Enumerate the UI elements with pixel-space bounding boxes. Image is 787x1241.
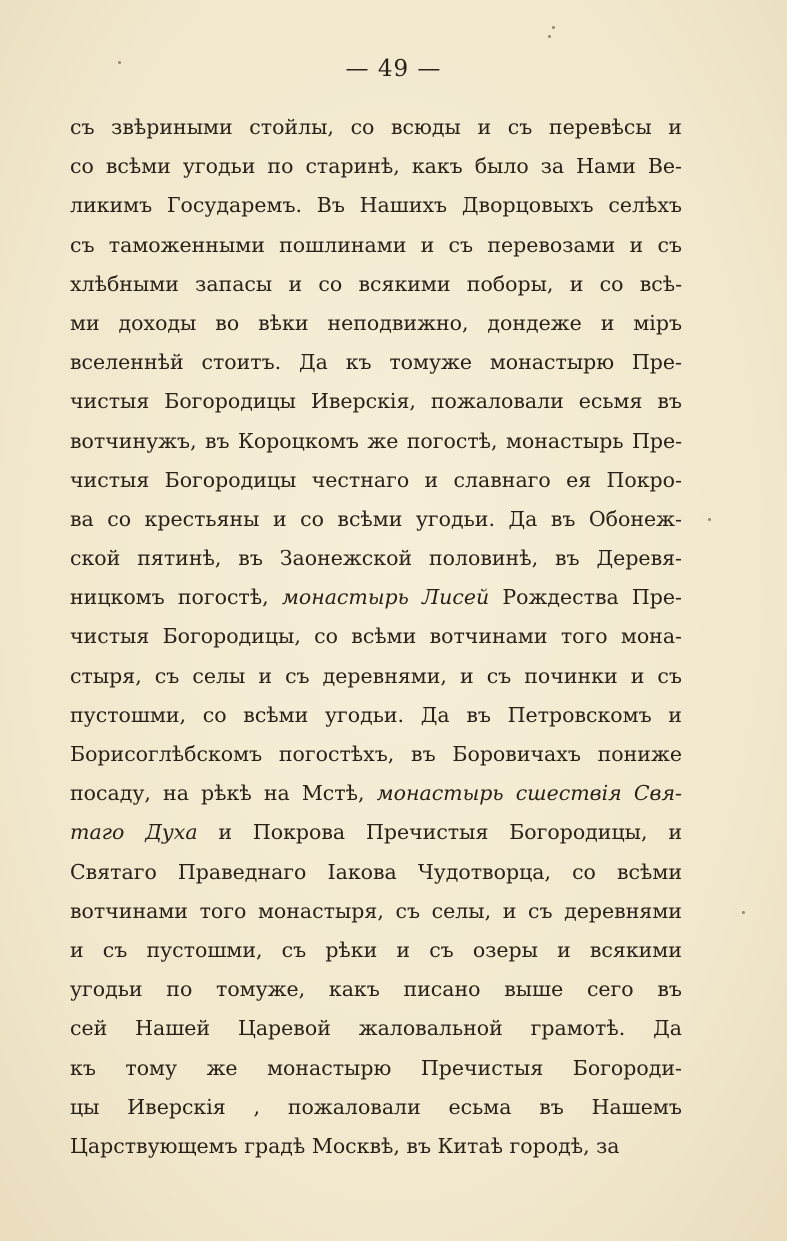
- word: озеры: [472, 937, 538, 962]
- word: и: [477, 115, 492, 139]
- word: Государемъ.: [166, 193, 302, 218]
- word: и: [272, 506, 287, 531]
- word: съ: [281, 937, 307, 962]
- word: съ: [102, 937, 128, 962]
- word: Покрова: [252, 820, 346, 845]
- word: со: [350, 115, 375, 139]
- word: селы,: [431, 898, 492, 923]
- word: селѣхъ: [608, 193, 682, 218]
- word: въ: [555, 546, 580, 571]
- word: Пречистыя: [365, 820, 489, 845]
- word: доходы: [118, 310, 197, 335]
- word: Короцкомъ: [237, 428, 359, 453]
- word: вотчинужъ,: [70, 428, 197, 453]
- word: угодьи: [182, 154, 256, 179]
- word: Да: [508, 506, 538, 531]
- word: томуже: [389, 350, 473, 375]
- word: по: [166, 977, 193, 1002]
- word: таго: [70, 820, 125, 845]
- word: половинѣ,: [428, 546, 539, 571]
- word: выше: [504, 977, 564, 1002]
- word: въ: [466, 702, 491, 727]
- word: Деревя-: [596, 546, 682, 571]
- word: Богородицы: [164, 389, 296, 414]
- word: и: [218, 820, 233, 845]
- word: Святаго: [70, 859, 157, 884]
- word: и: [288, 271, 303, 296]
- word: вѣки: [258, 310, 309, 335]
- word: ликимъ: [70, 193, 153, 218]
- word: Праведнаго: [177, 859, 307, 884]
- word: Боровичахъ: [452, 742, 581, 766]
- text-line: [70, 853, 682, 892]
- text-line: [70, 539, 682, 578]
- word: Пре-: [631, 350, 682, 375]
- text-line: [70, 343, 682, 382]
- word: стойлы,: [249, 115, 334, 139]
- word: ской: [70, 546, 121, 571]
- word: того: [199, 898, 247, 923]
- word: всѣми: [243, 702, 309, 727]
- word: и: [668, 820, 682, 845]
- word: рѣкѣ: [201, 781, 252, 806]
- word: ницкомъ: [70, 585, 165, 610]
- word: запасы: [195, 271, 273, 296]
- word: за: [540, 154, 565, 179]
- word: и: [630, 663, 645, 688]
- word: деревнями,: [322, 663, 447, 688]
- word: и: [668, 702, 682, 727]
- word: Іакова: [327, 859, 397, 884]
- word: дондеже: [487, 310, 582, 335]
- word: угодьи.: [415, 506, 495, 531]
- word: въ: [406, 1133, 431, 1158]
- word: со: [107, 506, 132, 531]
- word: Дворцовыхъ: [461, 193, 594, 218]
- word: честнаго: [311, 467, 410, 492]
- text-line: [70, 813, 682, 852]
- word: монастырю: [489, 350, 615, 375]
- text-line: [70, 108, 682, 147]
- word: ея: [566, 467, 592, 492]
- word: Пре-: [631, 428, 682, 453]
- word: съ: [429, 937, 454, 962]
- word: и: [396, 937, 411, 962]
- word: и: [258, 663, 273, 688]
- word: было: [474, 154, 529, 179]
- word: въ: [657, 977, 682, 1002]
- word: въ: [411, 742, 436, 766]
- word: мона-: [620, 624, 682, 649]
- word: жаловальной: [358, 1016, 503, 1041]
- word: посаду,: [70, 781, 151, 806]
- text-line: [70, 500, 682, 539]
- word: всѣми: [105, 154, 171, 179]
- word: Богородицы,: [162, 624, 301, 649]
- word: со: [314, 624, 338, 649]
- paper-speck: [708, 518, 711, 521]
- word: Мстѣ,: [301, 781, 365, 806]
- word: ва: [70, 506, 94, 531]
- word: съ: [528, 898, 553, 923]
- word: пятинѣ,: [137, 546, 222, 571]
- word: Пречистыя: [420, 1055, 544, 1080]
- word: Пре-: [631, 585, 682, 610]
- word: Китаѣ: [437, 1133, 503, 1158]
- word: стыря,: [70, 663, 142, 688]
- word: съ: [507, 115, 533, 139]
- word: Иверскія: [127, 1094, 226, 1119]
- word: перевѣсы: [548, 115, 652, 139]
- word: съ: [285, 663, 310, 688]
- word: угодьи: [70, 977, 143, 1002]
- word: есьма: [448, 1094, 512, 1119]
- word: Нашемъ: [591, 1094, 682, 1119]
- word: стоитъ.: [201, 350, 282, 375]
- text-line: [70, 735, 682, 774]
- word: того: [560, 624, 608, 649]
- word: Духа: [145, 820, 198, 845]
- word: и: [668, 115, 682, 139]
- word: на: [263, 781, 290, 806]
- word: же: [206, 1055, 238, 1080]
- word: погостѣхъ,: [278, 742, 395, 766]
- word: угодьи.: [324, 702, 405, 727]
- text-line: [70, 265, 682, 304]
- word: городѣ,: [509, 1133, 590, 1158]
- word: Нашихъ: [359, 193, 448, 218]
- word: всюды: [391, 115, 461, 139]
- word: неподвижно,: [327, 310, 469, 335]
- word: во: [215, 310, 240, 335]
- word: съ: [657, 663, 682, 688]
- word: вотчинами: [429, 624, 548, 649]
- word: въ: [204, 428, 230, 453]
- word: хлѣбными: [70, 271, 179, 296]
- text-line: [70, 1088, 682, 1127]
- paper-speck: [118, 61, 121, 64]
- word: вотчинами: [70, 898, 188, 923]
- word: Да: [420, 702, 450, 727]
- word: съ: [448, 232, 474, 257]
- word: пожаловали: [430, 389, 564, 414]
- word: монастырь: [281, 585, 409, 610]
- word: ми: [70, 310, 100, 335]
- word: Да: [653, 1016, 682, 1041]
- word: пожаловали: [287, 1094, 421, 1119]
- word: и: [557, 937, 571, 962]
- word: и: [502, 898, 517, 923]
- text-line: [70, 226, 682, 265]
- word: Да: [299, 350, 328, 375]
- word: Свя-: [633, 781, 682, 806]
- word: Иверскія,: [310, 389, 416, 414]
- text-line: [70, 774, 682, 813]
- body-text: [70, 108, 682, 1166]
- text-line: [70, 617, 682, 656]
- text-line: [70, 1049, 682, 1088]
- word: съ: [395, 898, 420, 923]
- word: какъ: [328, 977, 380, 1002]
- word: на: [163, 781, 189, 806]
- text-line: [70, 186, 682, 225]
- word: по: [267, 154, 294, 179]
- word: чистыя: [70, 467, 150, 492]
- word: поборы,: [466, 271, 554, 296]
- word: монастырь: [505, 428, 624, 453]
- word: въ: [539, 1094, 564, 1119]
- word: сего: [586, 977, 634, 1002]
- word: Чудотворца,: [417, 859, 551, 884]
- text-line: [70, 1127, 682, 1166]
- word: со: [572, 859, 596, 884]
- word: монастырь: [376, 781, 504, 806]
- word: со: [300, 506, 324, 531]
- word: старинѣ,: [305, 154, 400, 179]
- word: Рождества: [502, 585, 619, 610]
- text-line: [70, 578, 682, 617]
- word: сшествія: [515, 781, 622, 806]
- word: есьмя: [578, 389, 643, 414]
- word: Борисоглѣбскомъ: [70, 742, 263, 766]
- word: въ: [238, 546, 263, 571]
- word: Царствующемъ: [70, 1133, 238, 1158]
- text-line: [70, 892, 682, 931]
- word: со: [202, 702, 227, 727]
- word: ,: [253, 1094, 261, 1119]
- word: писано: [403, 977, 481, 1002]
- word: Въ: [316, 193, 345, 218]
- word: съ: [154, 663, 180, 688]
- word: къ: [70, 1055, 96, 1080]
- word: со: [318, 271, 343, 296]
- word: славнаго: [453, 467, 551, 492]
- word: и: [424, 467, 439, 492]
- word: сей: [70, 1016, 108, 1041]
- word: съ: [657, 232, 682, 257]
- word: Обонеж-: [588, 506, 682, 531]
- word: чистыя: [70, 624, 150, 649]
- paper-speck: [742, 911, 745, 914]
- word: въ: [657, 389, 682, 414]
- word: и: [569, 271, 584, 296]
- word: Москвѣ,: [311, 1133, 400, 1158]
- word: деревнями: [564, 898, 682, 923]
- word: всякими: [589, 937, 682, 962]
- word: томуже,: [215, 977, 306, 1002]
- word: же: [367, 428, 399, 453]
- word: вселеннѣй: [70, 350, 184, 375]
- word: Нами: [576, 154, 636, 179]
- word: съ: [486, 663, 512, 688]
- word: селы: [192, 663, 246, 688]
- word: грамотѣ.: [530, 1016, 626, 1041]
- word: міръ: [633, 310, 682, 335]
- word: и: [600, 310, 615, 335]
- word: пустошми,: [70, 702, 187, 727]
- word: всѣми: [351, 624, 417, 649]
- word: всѣми: [617, 859, 682, 884]
- paper-speck: [548, 35, 551, 38]
- word: таможенными: [108, 232, 265, 257]
- word: чистыя: [70, 389, 150, 414]
- word: и: [420, 232, 435, 257]
- word: какъ: [411, 154, 463, 179]
- text-line: [70, 382, 682, 421]
- word: Покро-: [606, 467, 682, 492]
- word: Петровскомъ: [507, 702, 652, 727]
- word: погостѣ,: [406, 428, 498, 453]
- word: крестьяны: [144, 506, 260, 531]
- word: и: [70, 937, 84, 962]
- word: Богородицы: [164, 467, 297, 492]
- text-line: [70, 147, 682, 186]
- word: погостѣ,: [177, 585, 269, 610]
- word: Богородицы,: [509, 820, 648, 845]
- text-line: [70, 931, 682, 970]
- word: съ: [70, 232, 95, 257]
- word: со: [599, 271, 624, 296]
- word: всѣ-: [639, 271, 682, 296]
- word: монастырю: [267, 1055, 392, 1080]
- word: всякими: [358, 271, 451, 296]
- word: пониже: [597, 742, 682, 766]
- word: пошлинами: [279, 232, 407, 257]
- word: монастыря,: [257, 898, 384, 923]
- text-line: [70, 304, 682, 343]
- word: къ: [345, 350, 372, 375]
- text-line: [70, 422, 682, 461]
- word: перевозами: [487, 232, 616, 257]
- word: Царевой: [237, 1016, 331, 1041]
- text-line: [70, 1009, 682, 1048]
- text-line: [70, 657, 682, 696]
- word: за: [596, 1133, 620, 1158]
- page-number: — 49 —: [345, 56, 442, 82]
- word: Богороди-: [572, 1055, 682, 1080]
- word: рѣки: [325, 937, 378, 962]
- word: Заонежской: [279, 546, 413, 571]
- word: въ: [550, 506, 576, 531]
- word: Нашей: [135, 1016, 211, 1041]
- word: пустошми,: [146, 937, 263, 962]
- paper-speck: [552, 26, 555, 29]
- word: всѣми: [337, 506, 403, 531]
- word: и: [629, 232, 644, 257]
- word: Лисей: [422, 585, 490, 610]
- text-line: [70, 461, 682, 500]
- text-line: [70, 970, 682, 1009]
- word: звѣриными: [111, 115, 233, 139]
- word: со: [70, 154, 94, 179]
- text-line: [70, 696, 682, 735]
- word: градѣ: [244, 1133, 306, 1158]
- word: тому: [125, 1055, 178, 1080]
- word: Ве-: [647, 154, 682, 179]
- word: починки: [524, 663, 618, 688]
- word: съ: [70, 115, 95, 139]
- word: цы: [70, 1094, 100, 1119]
- word: и: [459, 663, 474, 688]
